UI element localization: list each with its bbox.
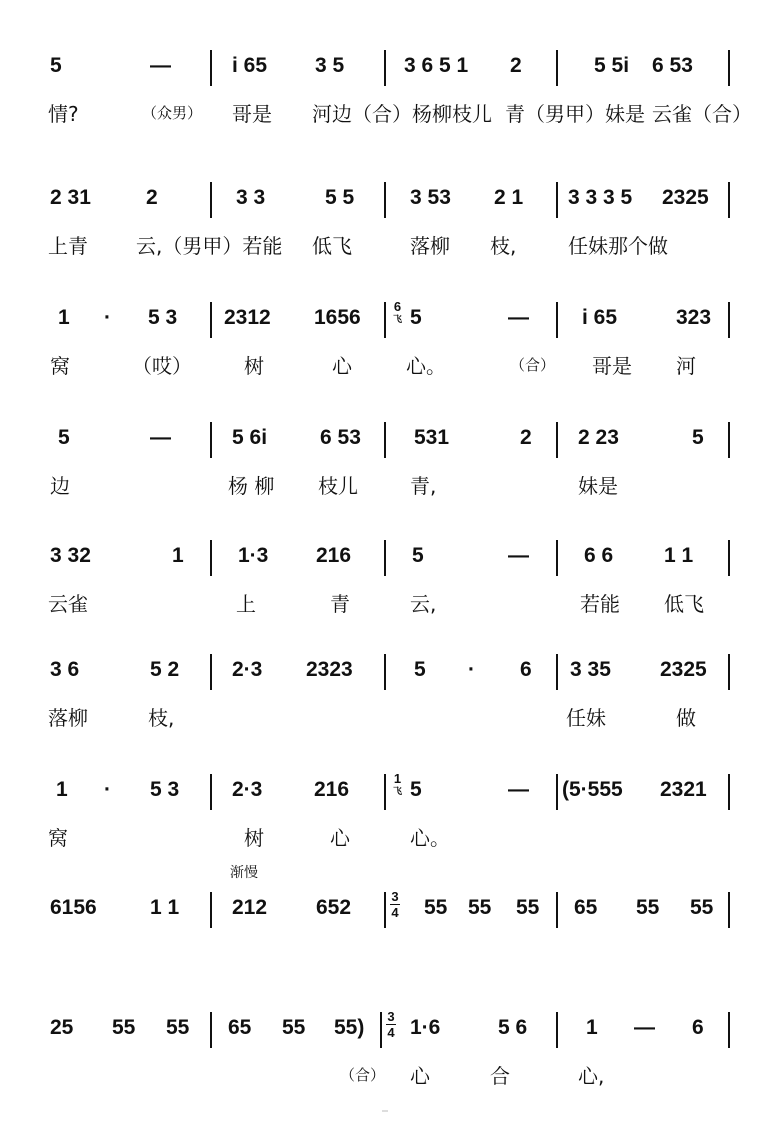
note: — — [508, 778, 529, 801]
note: 2325 — [660, 658, 707, 681]
lyric: 妹是 — [578, 474, 618, 498]
lyric: 合 — [490, 1064, 510, 1088]
note: 323 — [676, 306, 712, 329]
note: 212 — [232, 896, 268, 919]
note: — — [150, 54, 171, 77]
bar-line — [728, 654, 730, 690]
note-line — [0, 538, 772, 578]
bar-line — [210, 422, 212, 458]
lyric: 若能 — [580, 592, 620, 616]
lyric-line — [0, 822, 772, 852]
note: 2312 — [224, 306, 271, 329]
lyric: （合） — [510, 356, 556, 374]
note: 3 6 — [50, 658, 80, 681]
note: 2323 — [306, 658, 353, 681]
bar-line — [556, 302, 558, 338]
note: 3 6 5 1 — [404, 54, 469, 77]
lyric: 云,（男甲）若能 — [136, 234, 283, 258]
note: 2 31 — [50, 186, 91, 209]
bar-line — [384, 50, 386, 86]
lyric: 做 — [676, 706, 696, 730]
note: 25 — [50, 1016, 74, 1039]
lyric: 杨 柳 — [228, 474, 275, 498]
note: i 65 — [232, 54, 268, 77]
bar-line — [556, 182, 558, 218]
bar-line — [384, 182, 386, 218]
lyric: 心 — [332, 354, 352, 378]
note: 55 — [690, 896, 714, 919]
note-line — [0, 180, 772, 220]
note: · — [104, 306, 111, 329]
note: 1 — [58, 306, 70, 329]
note: — — [634, 1016, 655, 1039]
lyric-line — [0, 230, 772, 260]
note: 3 5 — [315, 54, 345, 77]
note: · — [468, 658, 475, 681]
note: 652 — [316, 896, 352, 919]
lyric: 云雀 — [48, 592, 88, 616]
lyric: 任妹那个做 — [568, 234, 668, 258]
note: 55 — [166, 1016, 190, 1039]
lyric-line — [0, 350, 772, 380]
lyric: 枝儿 — [318, 474, 358, 498]
note: 55 — [282, 1016, 306, 1039]
bar-line — [556, 892, 558, 928]
lyric: 心。 — [410, 826, 450, 850]
note-line — [0, 772, 772, 812]
lyric: 窝 — [50, 354, 70, 378]
note: 65 — [574, 896, 598, 919]
note: 5 — [410, 778, 422, 801]
note: (5·555 — [562, 778, 623, 801]
page-mark — [382, 1110, 388, 1112]
lyric: 上 — [236, 592, 256, 616]
bar-line — [728, 50, 730, 86]
note: 6 53 — [320, 426, 361, 449]
time-signature: 3 4 — [387, 1009, 395, 1040]
bar-line — [210, 302, 212, 338]
lyric: 树 — [244, 354, 264, 378]
note: 1·3 — [238, 544, 269, 567]
note: — — [508, 544, 529, 567]
note: 55 — [112, 1016, 136, 1039]
lyric: 云雀（合） — [652, 102, 752, 126]
bar-line — [210, 892, 212, 928]
note: · — [104, 778, 111, 801]
note: 216 — [314, 778, 350, 801]
lyric: 枝, — [148, 706, 175, 730]
note-line — [0, 300, 772, 340]
note: 5 3 — [148, 306, 178, 329]
note: 5 3 — [150, 778, 180, 801]
bar-line — [210, 50, 212, 86]
note: 3 32 — [50, 544, 91, 567]
bar-line — [728, 422, 730, 458]
note: 55 — [424, 896, 448, 919]
lyric: 心 — [410, 1064, 430, 1088]
lyric: 哥是 — [232, 102, 272, 126]
note-line — [0, 48, 772, 88]
note: 6 53 — [652, 54, 693, 77]
lyric: 心 — [330, 826, 350, 850]
note: 3 35 — [570, 658, 611, 681]
note: 2321 — [660, 778, 707, 801]
bar-line — [728, 1012, 730, 1048]
bar-line — [728, 540, 730, 576]
note: 531 — [414, 426, 450, 449]
lyric: 上青 — [48, 234, 88, 258]
note: 216 — [316, 544, 352, 567]
note: 5 — [58, 426, 70, 449]
note: 6156 — [50, 896, 97, 919]
note: 55 — [516, 896, 540, 919]
lyric: （合） — [340, 1066, 386, 1084]
note: 5 5i — [594, 54, 630, 77]
lyric: 哥是 — [592, 354, 632, 378]
bar-line — [384, 422, 386, 458]
grace-note: 6 飞 — [393, 299, 403, 324]
note: 55) — [334, 1016, 365, 1039]
note: 1·6 — [410, 1016, 441, 1039]
bar-line — [728, 892, 730, 928]
bar-line — [728, 182, 730, 218]
note: 1 1 — [664, 544, 694, 567]
bar-line — [210, 540, 212, 576]
bar-line — [210, 1012, 212, 1048]
lyric-line — [0, 588, 772, 618]
note-line — [0, 1010, 772, 1050]
note: 6 6 — [584, 544, 614, 567]
lyric: 心, — [578, 1064, 605, 1088]
note: 1656 — [314, 306, 361, 329]
note-line — [0, 420, 772, 460]
note: — — [150, 426, 171, 449]
note: 5 — [414, 658, 426, 681]
note: 2 — [146, 186, 158, 209]
bar-line — [384, 774, 386, 810]
lyric: 低飞 — [312, 234, 352, 258]
bar-line — [384, 302, 386, 338]
lyric: 青, — [410, 474, 437, 498]
bar-line — [384, 540, 386, 576]
note-line — [0, 652, 772, 692]
note: 1 — [172, 544, 184, 567]
note: 65 — [228, 1016, 252, 1039]
lyric: 低飞 — [664, 592, 704, 616]
bar-line — [556, 654, 558, 690]
note: 5 5 — [325, 186, 355, 209]
note: 5 2 — [150, 658, 180, 681]
note: 3 53 — [410, 186, 451, 209]
bar-line — [380, 1012, 382, 1048]
note: 55 — [636, 896, 660, 919]
lyric: 窝 — [48, 826, 68, 850]
lyric: 枝, — [490, 234, 517, 258]
bar-line — [210, 182, 212, 218]
note: 1 1 — [150, 896, 180, 919]
note: 2 — [520, 426, 532, 449]
bar-line — [728, 302, 730, 338]
note: 5 6i — [232, 426, 268, 449]
note: 2 23 — [578, 426, 619, 449]
note: 5 — [412, 544, 424, 567]
lyric-line — [0, 702, 772, 732]
bar-line — [210, 774, 212, 810]
grace-note: 1 飞 — [393, 771, 403, 796]
lyric: 青（男甲）妹是 — [505, 102, 645, 126]
bar-line — [556, 422, 558, 458]
bar-line — [210, 654, 212, 690]
bar-line — [556, 50, 558, 86]
lyric: 落柳 — [410, 234, 450, 258]
note: 6 — [692, 1016, 704, 1039]
note: 2·3 — [232, 658, 263, 681]
lyric-line — [0, 1060, 772, 1090]
lyric-line — [0, 98, 772, 128]
note: 5 — [410, 306, 422, 329]
note: 2 1 — [494, 186, 524, 209]
note: 2·3 — [232, 778, 263, 801]
lyric: （众男） — [142, 104, 203, 122]
bar-line — [556, 1012, 558, 1048]
lyric: 青 — [330, 592, 350, 616]
lyric: 任妹 — [566, 706, 606, 730]
bar-line — [556, 774, 558, 810]
note: 5 — [692, 426, 704, 449]
note: 1 — [56, 778, 68, 801]
note: i 65 — [582, 306, 618, 329]
time-signature: 3 4 — [391, 889, 399, 920]
note: 6 — [520, 658, 532, 681]
lyric: 云, — [410, 592, 437, 616]
lyric-line — [0, 470, 772, 500]
lyric: 情? — [48, 102, 79, 126]
bar-line — [728, 774, 730, 810]
note: 3 3 — [236, 186, 266, 209]
bar-line — [384, 892, 386, 928]
note: 2325 — [662, 186, 709, 209]
bar-line — [556, 540, 558, 576]
note: — — [508, 306, 529, 329]
tempo-mark: 渐慢 — [230, 865, 258, 881]
lyric: 落柳 — [48, 706, 88, 730]
lyric: （哎） — [132, 354, 192, 378]
note: 3 3 3 5 — [568, 186, 633, 209]
note: 55 — [468, 896, 492, 919]
note: 5 — [50, 54, 62, 77]
lyric: 河 — [676, 354, 696, 378]
lyric: 心。 — [406, 354, 446, 378]
note: 5 6 — [498, 1016, 528, 1039]
note-line — [0, 890, 772, 930]
lyric: 树 — [244, 826, 264, 850]
note: 2 — [510, 54, 522, 77]
lyric: 边 — [50, 474, 70, 498]
note: 1 — [586, 1016, 598, 1039]
lyric: 河边（合）杨柳枝儿 — [312, 102, 492, 126]
bar-line — [384, 654, 386, 690]
